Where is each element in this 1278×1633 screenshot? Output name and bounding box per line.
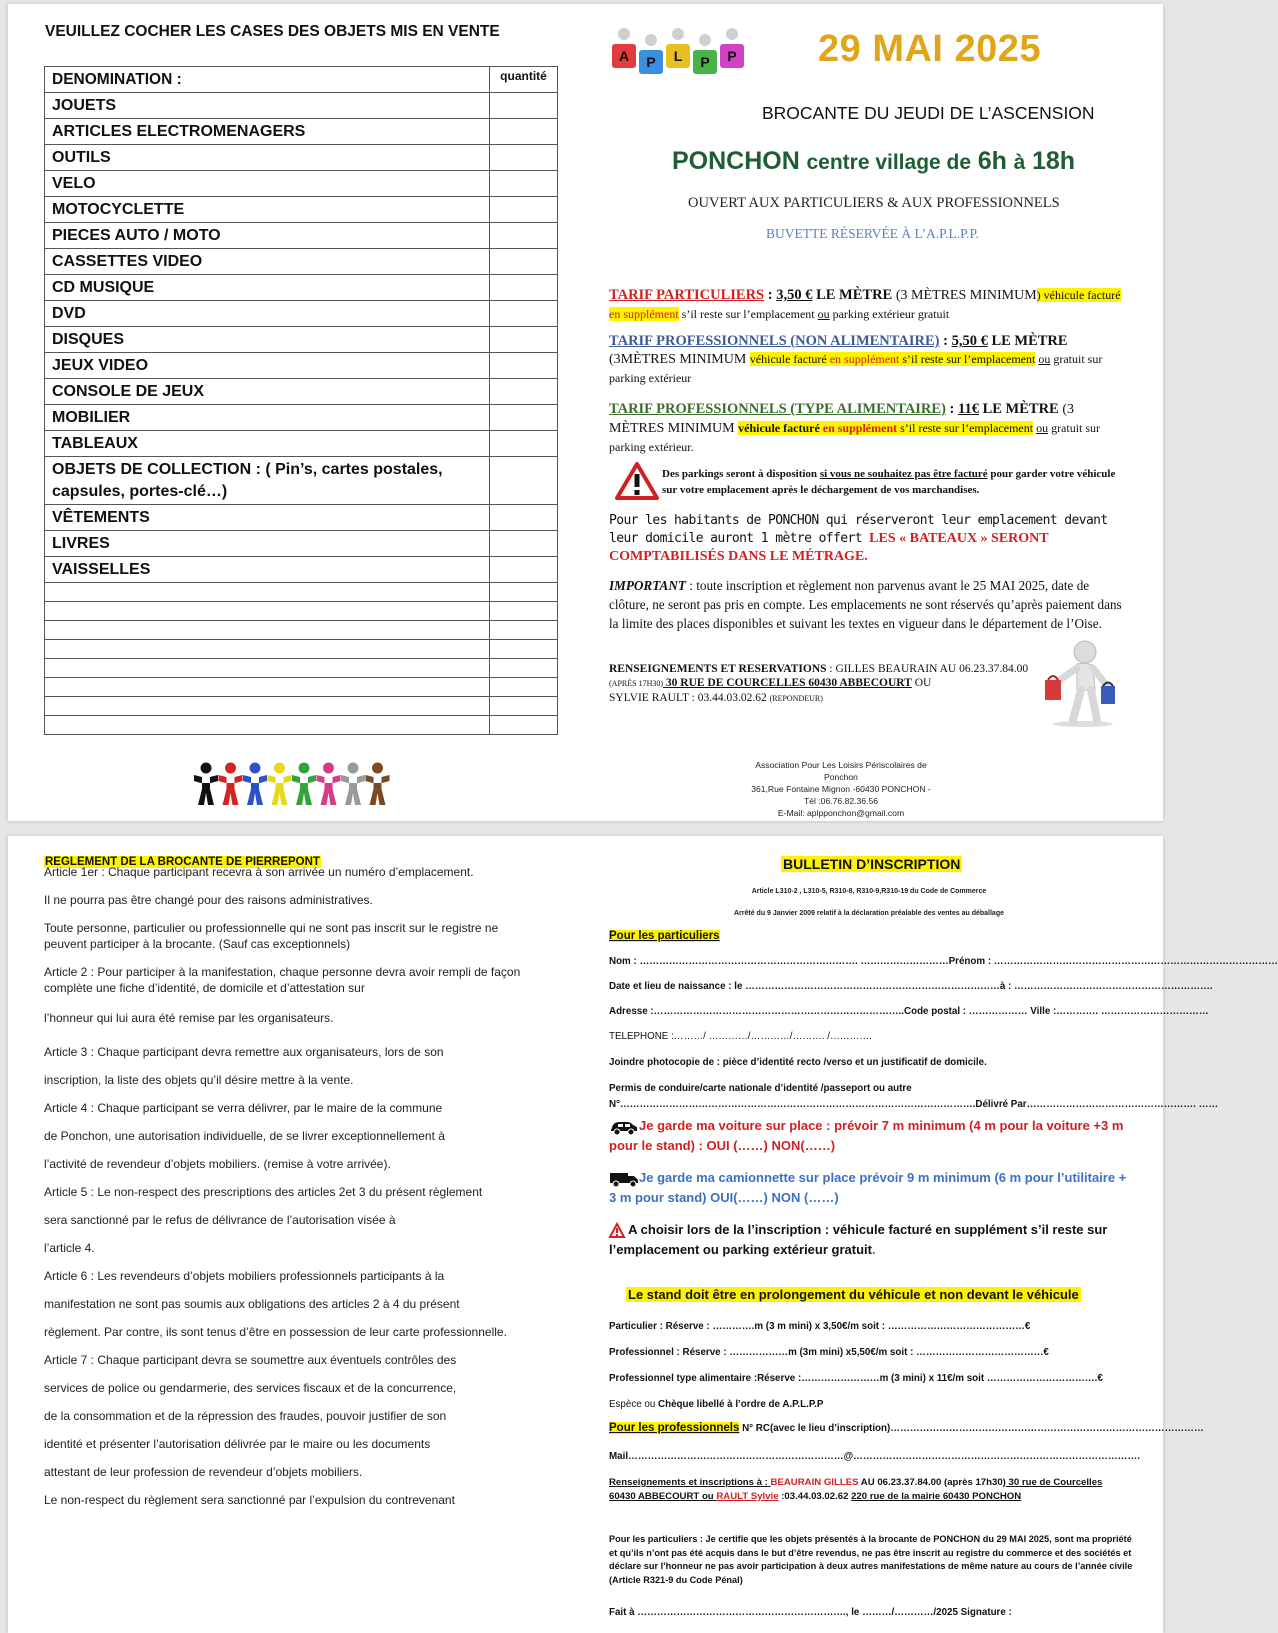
item-label[interactable]: MOTOCYCLETTE <box>45 197 490 223</box>
quantity-cell[interactable] <box>490 379 558 405</box>
tarif-hl-red: en supplément <box>822 421 898 435</box>
reserve-alimentaire[interactable]: Professionnel type alimentaire :Réserve :……………………m (3 mini) x 11€/m soit …………………………….€ <box>609 1373 1103 1384</box>
reglement-paragraph: l’honneur qui lui aura été remise par les organisateurs. <box>44 1011 334 1025</box>
reglement-paragraph: Article 7 : Chaque participant devra se soumettre aux éventuels contrôles des <box>44 1353 457 1367</box>
quantity-cell[interactable] <box>490 640 558 659</box>
tarif-ou: ou <box>817 307 830 321</box>
tarif-hl: ) véhicule facturé <box>1036 288 1121 302</box>
item-row <box>45 405 558 431</box>
reglement-paragraph: de la consommation et de la répression des fraudes, pouvoir justifier de son <box>44 1409 447 1423</box>
rens-tiny2: (REPONDEUR) <box>769 694 823 703</box>
rens-text1: : GILLES BEAURAIN AU 06.23.37.84.00 <box>826 663 1029 675</box>
particuliers-heading: Pour les particuliers <box>609 930 720 942</box>
item-row <box>45 93 558 119</box>
quantity-cell[interactable] <box>490 678 558 697</box>
item-label[interactable]: DISQUES <box>45 327 490 353</box>
reglement-paragraph: Le non-respect du règlement sera sanctionné par l’expulsion du contrevenant <box>44 1493 455 1507</box>
reglement-paragraph: Article 3 : Chaque participant devra remettre aux organisateurs, lors de son <box>44 1045 444 1059</box>
logo-piece <box>612 28 636 68</box>
tarif-hl-red: en supplément <box>829 352 900 366</box>
tarif-sep: : <box>939 333 952 349</box>
empty-row <box>45 697 558 716</box>
place-end: 18h <box>1031 147 1076 175</box>
item-row <box>45 145 558 171</box>
rens2-name1: BEAURAIN GILLES <box>770 1477 859 1488</box>
items-table <box>44 66 558 735</box>
parking-note-u: si vous ne souhaitez pas être facturé <box>819 468 988 480</box>
denomination-header: DENOMINATION : <box>45 67 490 93</box>
item-row <box>45 327 558 353</box>
rc-field[interactable]: N° RC(avec le lieu d’inscription)…………………………………………………………………………………… <box>739 1423 1204 1434</box>
item-row <box>45 171 558 197</box>
quantity-cell[interactable] <box>490 505 558 531</box>
item-label[interactable]: OBJETS DE COLLECTION : ( Pin’s, cartes postales, capsules, portes-clé…) <box>45 457 490 505</box>
people-chain-icon <box>193 761 403 807</box>
quantity-cell[interactable] <box>490 431 558 457</box>
adresse-field[interactable]: Adresse :…………………………………………………………………..Code postal : ……………… Ville :…………. …………………………… <box>609 1006 1209 1017</box>
aplpp-logo <box>604 24 754 88</box>
tarif-min: (3 MÈTRES MINIMUM <box>895 288 1037 303</box>
person-figure-icon <box>268 763 292 806</box>
quantity-cell[interactable] <box>490 93 558 119</box>
quantity-cell[interactable] <box>490 301 558 327</box>
reglement-paragraph: Article 2 : Pour participer à la manifestation, chaque personne devra avoir rempli de façon complète une fiche d’identité, de domicile et d’attestation sur <box>44 965 521 995</box>
quantity-cell[interactable] <box>490 405 558 431</box>
item-row <box>45 431 558 457</box>
empty-row <box>45 602 558 621</box>
logo-piece <box>720 28 744 68</box>
item-row <box>45 249 558 275</box>
item-label[interactable]: JOUETS <box>45 93 490 119</box>
item-label[interactable]: CD MUSIQUE <box>45 275 490 301</box>
tarif-label: TARIF PARTICULIERS <box>609 287 765 303</box>
rens-text2: SYLVIE RAULT : 03.44.03.02.62 <box>609 692 770 704</box>
choisir-text: A choisir lors de la l’inscription : véhicule facturé en supplément s’il reste sur l’emplacement ou parking extérieur gratuit <box>609 1222 1108 1257</box>
parking-note-a: Des parkings seront à disposition <box>662 468 820 480</box>
choisir-note <box>609 1220 1129 1260</box>
reglement-title: REGLEMENT DE LA BROCANTE DE PIERREPONT <box>45 856 320 868</box>
items-body <box>45 93 558 735</box>
item-label[interactable]: VÊTEMENTS <box>45 505 490 531</box>
flyer-page <box>8 4 1163 821</box>
photocopie-text: Joindre photocopie de : pièce d’identité recto /verso et un justificatif de domicile. <box>609 1057 987 1068</box>
empty-row <box>45 640 558 659</box>
reglement-paragraph: Article 5 : Le non-respect des prescriptions des articles 2et 3 du présent règlement <box>44 1185 483 1199</box>
place-name: PONCHON <box>672 147 800 175</box>
empty-item-cell[interactable] <box>45 583 490 602</box>
logo-letter: A <box>618 48 630 64</box>
professionnels-heading: Pour les professionnels <box>609 1422 740 1434</box>
rens2-mid: AU 06.23.37.84.00 (après 17h30) <box>858 1477 1006 1488</box>
reserve-particulier[interactable]: Particulier : Réserve : ………….m (3 m mini) x 3,50€/m soit : ……………………………………€ <box>609 1321 1031 1332</box>
item-row <box>45 197 558 223</box>
quantity-cell[interactable] <box>490 327 558 353</box>
habitants-caps: LES « BATEAUX » SERONT COMPTABILISÉS DANS LE MÉTRAGE. <box>609 531 1049 564</box>
item-label[interactable]: DVD <box>45 301 490 327</box>
quantity-cell[interactable] <box>490 531 558 557</box>
item-label[interactable]: LIVRES <box>45 531 490 557</box>
quantity-cell[interactable] <box>490 621 558 640</box>
quantity-cell[interactable] <box>490 171 558 197</box>
tarif-price: 3,50 € <box>776 287 813 303</box>
empty-item-cell[interactable] <box>45 697 490 716</box>
tarif-sep: : <box>764 287 777 303</box>
nom-field[interactable]: Nom : …………………………………………………………. ………………………Prénom : …………………………………………………………………………… <box>609 956 1278 967</box>
reglement-paragraph: l’article 4. <box>44 1241 95 1255</box>
rens-ou: OU <box>911 677 932 689</box>
rens2-name2: RAULT Sylvie <box>716 1491 779 1502</box>
reglement-paragraph: Il ne pourra pas être changé pour des raisons administratives. <box>44 893 373 907</box>
warning-icon <box>614 461 660 501</box>
item-label[interactable]: PIECES AUTO / MOTO <box>45 223 490 249</box>
habitants-text: Pour les habitants de PONCHON qui réserveront leur emplacement devant leur domicile auront 1 mètre offert <box>609 513 1108 546</box>
item-row <box>45 531 558 557</box>
important-note <box>609 576 1129 633</box>
quantity-cell[interactable] <box>490 716 558 735</box>
item-row <box>45 557 558 583</box>
tarif-particuliers <box>609 286 1129 323</box>
item-label[interactable]: CASSETTES VIDEO <box>45 249 490 275</box>
quantity-cell[interactable] <box>490 602 558 621</box>
important-text: : toute inscription et règlement non parvenus avant le 25 MAI 2025, date de clôture, ne seront pas pris en compte. Les emplacements ne sont réservés qu’après paiement dans la limite des places disponibles et suivant les textes en vigueur dans le département de l’Oise. <box>609 578 1122 631</box>
fait-signature-field[interactable]: Fait à ………………………………………………………., le ………/…………/2025 Signature : <box>609 1607 1012 1618</box>
item-label[interactable]: MOBILIER <box>45 405 490 431</box>
logo-letter: P <box>646 54 656 70</box>
truck-icon <box>609 1171 639 1187</box>
reglement-paragraph: l’activité de revendeur d’objets mobiliers. (remise à votre arrivée). <box>44 1157 391 1171</box>
open-to-text: OUVERT AUX PARTICULIERS & AUX PROFESSIONNELS <box>688 195 1060 211</box>
reglement-paragraph: services de police ou gendarmerie, des services fiscaux et de la concurrence, <box>44 1381 457 1395</box>
reglement-paragraph: Toute personne, particulier ou professionnelle qui ne sont pas inscrit sur le registre ne peuvent participer à la brocante. (Sauf cas exceptionnels) <box>44 921 499 951</box>
quantity-cell[interactable] <box>490 697 558 716</box>
tarif-tail: gratuit sur parking extérieur <box>609 352 1103 385</box>
quantity-cell[interactable] <box>490 557 558 583</box>
table-header-row <box>45 67 558 93</box>
quantity-cell[interactable] <box>490 223 558 249</box>
bulletin-title: BULLETIN D’INSCRIPTION <box>783 856 961 872</box>
empty-item-cell[interactable] <box>45 716 490 735</box>
choisir-dot: . <box>871 1242 876 1257</box>
reglement-paragraph: Article 4 : Chaque participant se verra délivrer, par le maire de la commune <box>44 1101 443 1115</box>
tarif-tail: gratuit sur parking extérieur. <box>609 421 1101 454</box>
item-label[interactable]: VELO <box>45 171 490 197</box>
place-a: à <box>1013 151 1026 174</box>
event-date: 29 MAI 2025 <box>818 28 1042 70</box>
item-row <box>45 457 558 505</box>
item-label[interactable]: OUTILS <box>45 145 490 171</box>
place-start: 6h <box>977 147 1007 175</box>
logo-piece <box>666 28 690 68</box>
parking-note <box>662 466 1132 498</box>
event-name: BROCANTE DU JEUDI DE L’ASCENSION <box>762 103 1095 123</box>
rens2-addr1: 30 rue de Courcelles 60430 ABBECOURT <box>609 1477 1103 1502</box>
quantity-cell[interactable] <box>490 659 558 678</box>
person-figure-icon <box>317 763 341 806</box>
important-label: IMPORTANT <box>609 578 686 593</box>
rens2-ou: ou <box>699 1491 717 1502</box>
tarif-pro-non-alimentaire <box>609 332 1129 387</box>
empty-row <box>45 621 558 640</box>
numero-field[interactable]: N°……………………………………………………………………………………………….Délivré Par……………………………………………. …… <box>609 1099 1219 1110</box>
warning-icon <box>609 1223 625 1238</box>
tarif-hl: véhicule facturé <box>749 352 830 366</box>
reglement-paragraph: inscription, la liste des objets qu’il désire mettre à la vente. <box>44 1073 354 1087</box>
habitants-note <box>609 512 1129 566</box>
place-mid: centre village de <box>806 151 972 174</box>
tarif-hl: véhicule facturé <box>738 421 823 435</box>
empty-row <box>45 716 558 735</box>
person-figure-icon <box>366 763 390 806</box>
tarif-sep: : <box>945 401 958 417</box>
naissance-field[interactable]: Date et lieu de naissance : le ……………………………………………………………………à : ……………………………………………………. <box>609 981 1213 992</box>
person-figure-icon <box>219 763 243 806</box>
articles-ref: Article L310-2 , L310-5, R310-8, R310-9,R310-19 du Code de Commerce <box>751 888 987 895</box>
event-place <box>672 147 1075 176</box>
inscriptions-contact <box>609 1476 1129 1504</box>
tarif-label: TARIF PROFESSIONNELS (NON ALIMENTAIRE) <box>609 333 940 349</box>
reglement-paragraph: attestant de leur profession de revendeur d’objets mobiliers. <box>44 1465 363 1479</box>
tarif-hl2: s’il reste sur l’emplacement <box>899 352 1036 366</box>
tarif-rest: LE MÈTRE <box>812 287 896 303</box>
item-row <box>45 505 558 531</box>
camionnette-option[interactable] <box>609 1168 1129 1208</box>
permis-text: Permis de conduire/carte nationale d’identité /passeport ou autre <box>609 1083 912 1094</box>
item-row <box>45 119 558 145</box>
rens-addr: 30 RUE DE COURCELLES 60430 ABBECOURT <box>663 677 912 689</box>
item-label[interactable]: VAISSELLES <box>45 557 490 583</box>
reglement-paragraph: de Ponchon, une autorisation individuelle, de se livrer exceptionnellement à <box>44 1129 445 1143</box>
tarif-label: TARIF PROFESSIONNELS (TYPE ALIMENTAIRE) <box>609 401 946 417</box>
empty-item-cell[interactable] <box>45 640 490 659</box>
person-figure-icon <box>292 763 316 806</box>
telephone-field[interactable]: TELEPHONE :………/ …………/…………/………. /…………. <box>609 1031 872 1042</box>
tarif-ou: ou <box>1038 352 1051 366</box>
empty-row <box>45 678 558 697</box>
person-figure-icon <box>243 763 267 806</box>
tarif-rest: LE MÈTRE <box>978 401 1063 417</box>
item-label[interactable]: CONSOLE DE JEUX <box>45 379 490 405</box>
tarif-price: 5,50 € <box>951 333 988 349</box>
tarif-hl-red: en supplément <box>609 307 679 321</box>
person-figure-icon <box>341 763 365 806</box>
professionnels-line[interactable] <box>609 1422 1204 1435</box>
form-page <box>8 836 1278 1633</box>
reglement-paragraph: sera sanctionné par le refus de délivrance de l’autorisation visée à <box>44 1213 396 1227</box>
declaration-text: Pour les particuliers : Je certifie que les objets présentés à la brocante de PONCHON du 29 MAI 2025, sont ma propriété et qu’ils n’ont pas été acquis dans le but d’être revendus, ne pas être inscrit au registre du commerce et des sociétés et déclare sur l’honneur ne pas avoir participation à deux autres manifestations de même nature au cours de l’année civile (Article R321-9 du Code Pénal) <box>609 1534 1133 1585</box>
checklist-title: VEUILLEZ COCHER LES CASES DES OBJETS MIS EN VENTE <box>45 23 500 40</box>
tarif-min: (3MÈTRES MINIMUM <box>609 352 750 367</box>
tarif-ou: ou <box>1036 421 1049 435</box>
tarif-pro-alimentaire <box>609 400 1129 456</box>
cheque-text: Chèque libellé à l’ordre de A.P.L.P.P <box>658 1399 824 1410</box>
voiture-option[interactable] <box>609 1116 1129 1156</box>
tarif-tail: s’il reste sur l’emplacement <box>678 307 818 321</box>
rens-tiny1: (APRÈS 17H30) <box>609 679 664 688</box>
renseignements <box>609 662 1029 706</box>
rens-label: RENSEIGNEMENTS ET RESERVATIONS <box>609 663 827 675</box>
item-row <box>45 275 558 301</box>
tarif-min: (3 MÈTRES MINIMUM <box>609 402 1075 436</box>
mail-field[interactable]: Mail…………………………………………………………@……………………………………………………………………………. <box>609 1451 1140 1462</box>
logo-letter: P <box>727 48 737 64</box>
reglement-paragraph: identité et présenter l’autorisation délivrée par le maire ou les documents <box>44 1437 431 1451</box>
assoc-line: 361,Rue Fontaine Mignon -60430 PONCHON - Tél :06.76.82.36.56 <box>751 784 931 806</box>
quantity-cell[interactable] <box>490 275 558 301</box>
quantity-cell[interactable] <box>490 119 558 145</box>
association-info <box>746 759 936 819</box>
reserve-professionnel[interactable]: Professionnel : Réserve : ………………m (3m mini) x5,50€/m soit : …………………………………€ <box>609 1347 1049 1358</box>
logo-piece <box>693 34 717 74</box>
quantity-cell[interactable] <box>490 249 558 275</box>
item-row <box>45 353 558 379</box>
item-row <box>45 223 558 249</box>
voiture-text: Je garde ma voiture sur place : prévoir 7 m minimum (4 m pour la voiture +3 m pour le stand) : OUI (……) NON(……) <box>609 1118 1124 1153</box>
stand-note: Le stand doit être en prolongement du véhicule et non devant le véhicule <box>628 1287 1079 1302</box>
parking-note-b: pour garder votre véhicule sur votre emplacement après le déchargement de vos marchandises. <box>662 468 1116 496</box>
tarif-price: 11€ <box>958 401 979 417</box>
tarif-hl2: s’il reste sur l’emplacement <box>897 421 1034 435</box>
item-label[interactable]: TABLEAUX <box>45 431 490 457</box>
empty-row <box>45 583 558 602</box>
car-icon <box>609 1119 639 1135</box>
paiement-text <box>609 1398 1129 1411</box>
shopper-figure-icon <box>1033 638 1128 728</box>
person-figure-icon <box>194 763 218 806</box>
rens2-label: Renseignements et inscriptions à : <box>609 1477 771 1488</box>
logo-piece <box>639 34 663 74</box>
quantity-cell[interactable] <box>490 353 558 379</box>
quantity-cell[interactable] <box>490 583 558 602</box>
rens2-addr2: 220 rue de la mairie 60430 PONCHON <box>851 1491 1022 1502</box>
tarif-tail2: parking extérieur gratuit <box>829 307 950 321</box>
quantity-cell[interactable] <box>490 197 558 223</box>
camionnette-text: Je garde ma camionnette sur place prévoir 9 m minimum (6 m pour l’utilitaire + 3 m pour stand) OUI(……) NON (……) <box>609 1170 1127 1205</box>
assoc-email: E-Mail: aplpponchon@gmail.com <box>777 808 905 818</box>
rens2-tel2: :03.44.03.02.62 <box>778 1491 852 1502</box>
quantity-cell[interactable] <box>490 145 558 171</box>
item-row <box>45 301 558 327</box>
item-label[interactable]: ARTICLES ELECTROMENAGERS <box>45 119 490 145</box>
espece-text: Espèce ou <box>609 1399 659 1410</box>
item-row <box>45 379 558 405</box>
reglement-paragraph: Article 6 : Les revendeurs d’objets mobiliers professionnels participants à la <box>44 1269 445 1283</box>
empty-item-cell[interactable] <box>45 678 490 697</box>
logo-letter: P <box>700 54 710 70</box>
item-label[interactable]: JEUX VIDEO <box>45 353 490 379</box>
empty-row <box>45 659 558 678</box>
reglement-paragraph: Article 1er : Chaque participant recevra à son arrivée un numéro d’emplacement. <box>44 865 474 879</box>
assoc-line: Association Pour Les Loisirs Périscolaires de Ponchon <box>755 760 927 782</box>
arrete-ref: Arrêté du 9 Janvier 2009 relatif à la déclaration préalable des ventes au déballage <box>733 910 1004 917</box>
logo-letter: L <box>673 48 683 64</box>
empty-item-cell[interactable] <box>45 621 490 640</box>
buvette-text: BUVETTE RÉSERVÉE À L’A.P.L.P.P. <box>766 226 979 241</box>
reglement-paragraph: manifestation ne sont pas soumis aux obligations des articles 2 à 4 du présent <box>44 1297 460 1311</box>
tarif-rest: LE MÈTRE <box>987 333 1068 349</box>
empty-item-cell[interactable] <box>45 602 490 621</box>
quantite-header: quantité <box>490 67 558 93</box>
empty-item-cell[interactable] <box>45 659 490 678</box>
reglement-paragraph: règlement. Par contre, ils sont tenus d’être en possession de leur carte professionnelle. <box>44 1325 507 1339</box>
quantity-cell[interactable] <box>490 457 558 505</box>
